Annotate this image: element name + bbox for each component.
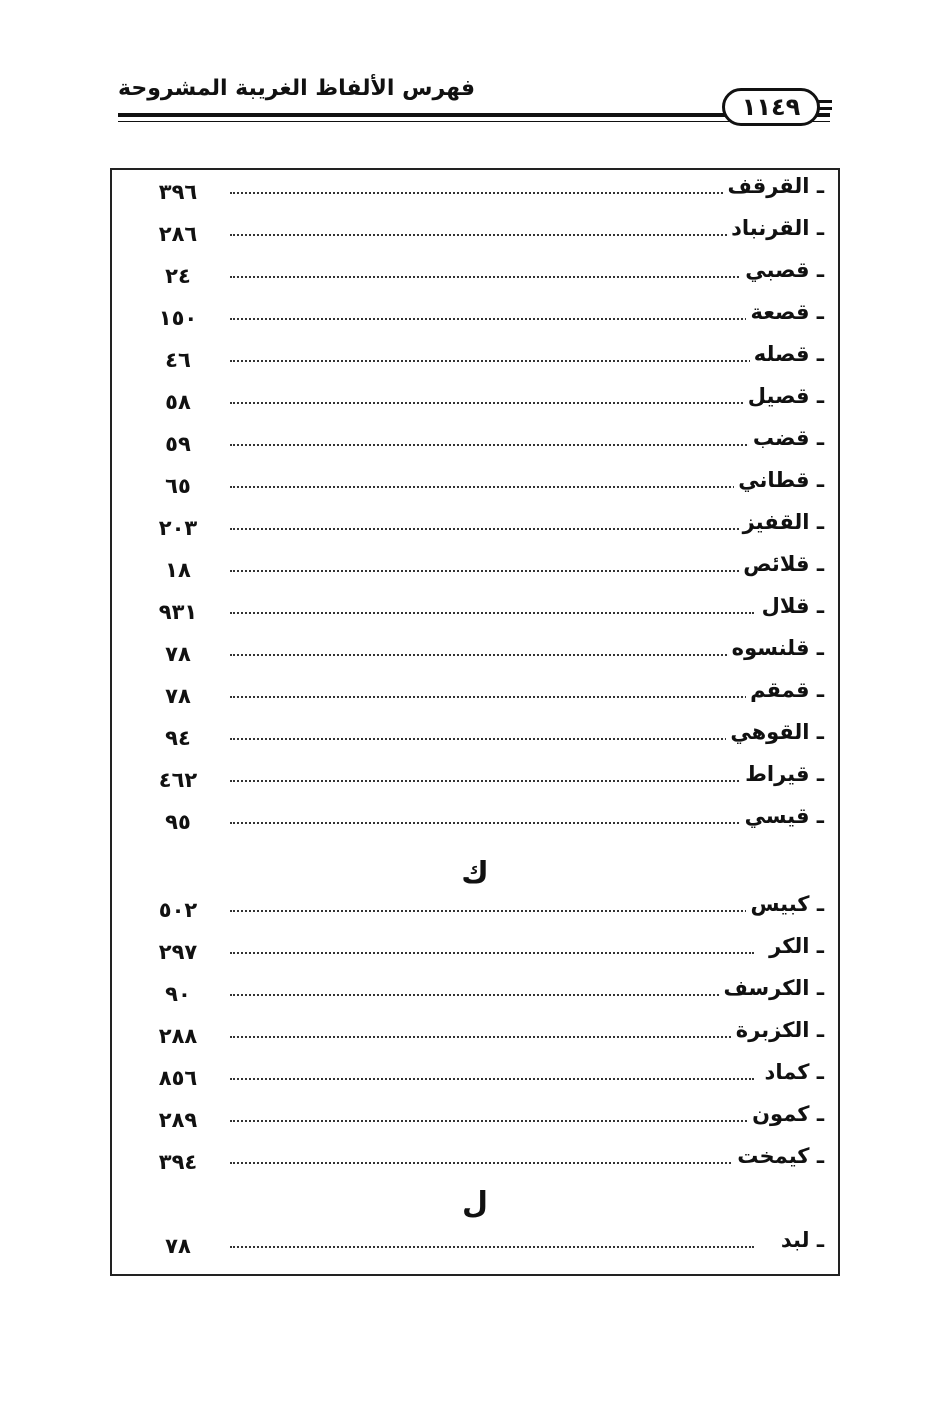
dot-leader: [230, 402, 754, 404]
index-page-number: ٢٨٨: [158, 1024, 198, 1048]
index-entry: [112, 174, 838, 216]
index-entry: [112, 1228, 838, 1270]
dot-leader: [230, 654, 754, 656]
index-page-number: ٢٩٧: [158, 940, 198, 964]
index-entry: [112, 1144, 838, 1186]
index-term: ـ كيمخت: [733, 1144, 824, 1168]
index-page-number: ٥٨: [165, 390, 191, 414]
dot-leader: [230, 528, 754, 530]
dot-leader: [230, 910, 754, 912]
index-entry: [112, 934, 838, 976]
index-page-number: ٥٠٢: [158, 898, 198, 922]
index-term: ـ لبد: [777, 1228, 824, 1252]
dot-leader: [230, 1162, 754, 1164]
index-page-number: ٣٩٦: [158, 180, 198, 204]
index-page-number: ٩٥: [165, 810, 191, 834]
index-term: ـ قصله: [750, 342, 824, 366]
index-entry: [112, 468, 838, 510]
index-term: ـ قصعة: [746, 300, 824, 324]
section-letter: ل: [461, 1186, 489, 1221]
index-entry: [112, 216, 838, 258]
index-page-number: ٢٨٦: [158, 222, 198, 246]
dot-leader: [230, 234, 754, 236]
index-term: ـ الكرسف: [719, 976, 824, 1000]
index-entry: [112, 1060, 838, 1102]
dot-leader: [230, 952, 754, 954]
index-entry: [112, 1018, 838, 1060]
dot-leader: [230, 192, 754, 194]
index-term: ـ قصيل: [744, 384, 824, 408]
running-header-title: فهرس الألفاظ الغريبة المشروحة: [118, 76, 476, 101]
dot-leader: [230, 738, 754, 740]
index-term: ـ قمقم: [746, 678, 824, 702]
index-entry: [112, 426, 838, 468]
index-term: ـ كبيس: [746, 892, 824, 916]
index-page-number: ٢٤: [165, 264, 191, 288]
section-letter: ك: [461, 856, 489, 891]
index-page-number: ٩٤: [165, 726, 191, 750]
index-entry: [112, 762, 838, 804]
index-entry: [112, 594, 838, 636]
dot-leader: [230, 994, 754, 996]
index-entry: [112, 892, 838, 934]
dot-leader: [230, 780, 754, 782]
index-entry: [112, 976, 838, 1018]
index-term: ـ قطاني: [734, 468, 824, 492]
index-entry: [112, 384, 838, 426]
dot-leader: [230, 1078, 754, 1080]
index-entry: [112, 804, 838, 846]
index-term: ـ قصبي: [741, 258, 824, 282]
dot-leader: [230, 696, 754, 698]
index-entry: [112, 258, 838, 300]
index-term: ـ القرنباد: [727, 216, 824, 240]
index-entry: [112, 1102, 838, 1144]
index-entry: [112, 300, 838, 342]
index-page-number: ٩٣١: [158, 600, 198, 624]
dot-leader: [230, 276, 754, 278]
index-term: ـ الكزبرة: [732, 1018, 824, 1042]
dot-leader: [230, 570, 754, 572]
dot-leader: [230, 318, 754, 320]
index-page-number: ٦٥: [165, 474, 191, 498]
index-entry: [112, 552, 838, 594]
index-page-number: ٥٩: [165, 432, 191, 456]
dot-leader: [230, 1246, 754, 1248]
dot-leader: [230, 486, 754, 488]
index-entry: [112, 510, 838, 552]
index-term: ـ قيسي: [741, 804, 824, 828]
index-entry: [112, 636, 838, 678]
index-page-number: ٧٨: [165, 1234, 191, 1258]
index-page-number: ٣٩٤: [158, 1150, 198, 1174]
index-term: ـ قيراط: [741, 762, 824, 786]
index-page-number: ٧٨: [165, 642, 191, 666]
dot-leader: [230, 1036, 754, 1038]
index-page-number: ٤٦٢: [158, 768, 198, 792]
index-term: ـ قضب: [749, 426, 824, 450]
index-page-number: ٧٨: [165, 684, 191, 708]
index-term: ـ القفيز: [739, 510, 824, 534]
index-term: ـ القوهي: [726, 720, 824, 744]
page-number-badge: ١١٤٩: [722, 88, 820, 126]
index-entry: [112, 342, 838, 384]
index-entry: [112, 678, 838, 720]
index-page-number: ١٨: [165, 558, 191, 582]
index-page-number: ٨٥٦: [158, 1066, 198, 1090]
dot-leader: [230, 444, 754, 446]
index-term: ـ قلال: [758, 594, 824, 618]
index-page-number: ٤٦: [165, 348, 191, 372]
dot-leader: [230, 612, 754, 614]
dot-leader: [230, 360, 754, 362]
index-term: ـ القرقف: [723, 174, 824, 198]
dot-leader: [230, 1120, 754, 1122]
header-rule-thin: [118, 121, 830, 122]
index-term: ـ كماد: [761, 1060, 824, 1084]
index-term: ـ قلنسوه: [728, 636, 824, 660]
index-page-number: ١٥٠: [158, 306, 198, 330]
index-frame: [110, 168, 840, 1276]
index-page-number: ٢٠٣: [158, 516, 198, 540]
page-badge-tail: [818, 100, 832, 110]
index-term: ـ الكر: [765, 934, 824, 958]
index-entry: [112, 720, 838, 762]
dot-leader: [230, 822, 754, 824]
index-page-number: ٩٠: [165, 982, 191, 1006]
index-term: ـ قلائص: [739, 552, 824, 576]
index-term: ـ كمون: [748, 1102, 824, 1126]
index-page-number: ٢٨٩: [158, 1108, 198, 1132]
